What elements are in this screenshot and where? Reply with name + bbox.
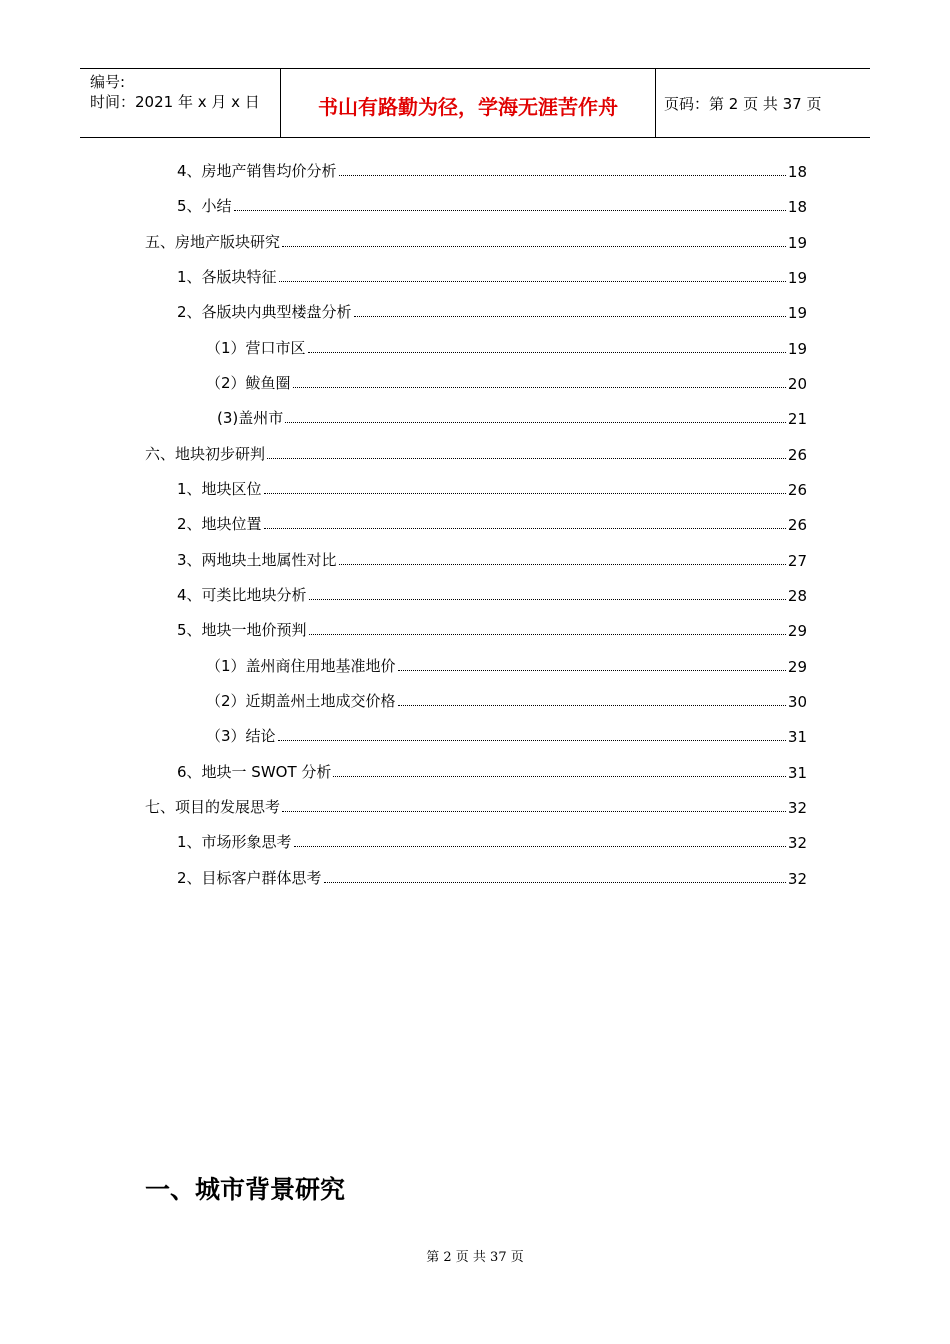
toc-entry-page: 19 xyxy=(787,269,807,287)
header-motto: 书山有路勤为径，学海无涯苦作舟 xyxy=(318,95,618,119)
toc-entry-label: 七、项目的发展思考 xyxy=(145,798,281,816)
toc-entry-page: 19 xyxy=(787,340,807,358)
toc-entry-label: （1）盖州商住用地基准地价 xyxy=(206,657,396,675)
toc-entry-label: 5、小结 xyxy=(177,197,232,215)
toc-entry-page: 26 xyxy=(787,446,807,464)
toc-entry-label: 2、地块位置 xyxy=(177,515,262,533)
toc-leader xyxy=(294,845,786,847)
toc-entry-label: 六、地块初步研判 xyxy=(145,445,266,463)
toc-leader xyxy=(278,739,786,741)
toc-leader xyxy=(282,810,786,812)
toc-entry-label: 4、可类比地块分析 xyxy=(177,586,307,604)
toc-entry-page: 32 xyxy=(787,799,807,817)
toc-entry-label: 3、两地块土地属性对比 xyxy=(177,551,337,569)
toc-entry[interactable] xyxy=(177,548,807,570)
document-number-label: 编号: xyxy=(90,73,126,91)
toc-entry-label: 5、地块一地价预判 xyxy=(177,621,307,639)
toc-entry[interactable] xyxy=(145,442,807,464)
header-page-info: 页码：第 2 页 共 37 页 xyxy=(664,95,822,113)
toc-leader xyxy=(324,881,786,883)
page-footer: 第 2 页 共 37 页 xyxy=(426,1250,524,1265)
toc-entry-label: （1）营口市区 xyxy=(206,339,306,357)
toc-entry-page: 19 xyxy=(787,304,807,322)
toc-entry-label: 五、房地产版块研究 xyxy=(145,233,281,251)
toc-entry[interactable] xyxy=(206,724,807,746)
toc-entry-page: 29 xyxy=(787,658,807,676)
toc-entry[interactable] xyxy=(206,336,807,358)
toc-entry[interactable] xyxy=(177,194,807,216)
toc-leader xyxy=(354,315,786,317)
toc-leader xyxy=(267,457,786,459)
toc-entry-page: 31 xyxy=(787,764,807,782)
toc-entry[interactable] xyxy=(177,512,807,534)
toc-entry-label: （2）近期盖州土地成交价格 xyxy=(206,692,396,710)
toc-entry-label: 4、房地产销售均价分析 xyxy=(177,162,337,180)
toc-entry[interactable] xyxy=(177,618,807,640)
toc-entry[interactable] xyxy=(177,477,807,499)
toc-entry-label: 1、市场形象思考 xyxy=(177,833,292,851)
toc-entry-page: 18 xyxy=(787,163,807,181)
toc-leader xyxy=(279,280,786,282)
toc-entry[interactable] xyxy=(177,583,807,605)
header-motto-cell xyxy=(280,69,656,137)
toc-entry-label: 6、地块一 SWOT 分析 xyxy=(177,763,332,781)
toc-leader xyxy=(398,669,786,671)
toc-entry-page: 31 xyxy=(787,728,807,746)
toc-entry[interactable] xyxy=(177,760,807,782)
toc-leader xyxy=(234,209,786,211)
toc-entry-page: 28 xyxy=(787,587,807,605)
toc-entry[interactable] xyxy=(177,830,807,852)
toc-leader xyxy=(285,421,786,423)
header-page-cell xyxy=(656,69,870,137)
toc-leader xyxy=(339,174,786,176)
toc-leader xyxy=(398,704,786,706)
toc-leader xyxy=(333,775,786,777)
document-date: 时间：2021 年 x 月 x 日 xyxy=(90,93,260,111)
toc-entry[interactable] xyxy=(177,265,807,287)
toc-leader xyxy=(293,386,786,388)
toc-entry-label: （3）结论 xyxy=(206,727,276,745)
toc-entry[interactable] xyxy=(206,371,807,393)
toc-leader xyxy=(309,633,786,635)
toc-entry[interactable] xyxy=(206,689,807,711)
toc-entry-page: 32 xyxy=(787,870,807,888)
toc-leader xyxy=(339,563,786,565)
toc-entry-page: 26 xyxy=(787,516,807,534)
toc-entry-page: 21 xyxy=(787,410,807,428)
toc-entry-label: （2）鲅鱼圈 xyxy=(206,374,291,392)
toc-leader xyxy=(309,598,786,600)
header-info-cell xyxy=(80,69,280,137)
toc-leader xyxy=(308,351,786,353)
toc-entry-page: 27 xyxy=(787,552,807,570)
toc-leader xyxy=(282,245,786,247)
toc-entry[interactable] xyxy=(217,406,807,428)
toc-entry-page: 32 xyxy=(787,834,807,852)
toc-entry[interactable] xyxy=(145,230,807,252)
toc-leader xyxy=(264,527,786,529)
toc-entry-label: 1、地块区位 xyxy=(177,480,262,498)
toc-entry-page: 29 xyxy=(787,622,807,640)
toc-entry-page: 30 xyxy=(787,693,807,711)
toc-leader xyxy=(264,492,786,494)
toc-entry-page: 20 xyxy=(787,375,807,393)
toc-entry-label: 2、各版块内典型楼盘分析 xyxy=(177,303,352,321)
toc-entry-label: (3)盖州市 xyxy=(217,409,284,427)
toc-entry-page: 26 xyxy=(787,481,807,499)
page-header xyxy=(80,68,870,138)
toc-entry[interactable] xyxy=(177,866,807,888)
toc-entry-page: 19 xyxy=(787,234,807,252)
toc-entry-label: 2、目标客户群体思考 xyxy=(177,869,322,887)
toc-entry-page: 18 xyxy=(787,198,807,216)
toc-entry[interactable] xyxy=(177,159,807,181)
toc-entry[interactable] xyxy=(177,300,807,322)
section-heading: 一、城市背景研究 xyxy=(145,1175,346,1204)
toc-entry[interactable] xyxy=(145,795,807,817)
toc-entry[interactable] xyxy=(206,654,807,676)
toc-entry-label: 1、各版块特征 xyxy=(177,268,277,286)
